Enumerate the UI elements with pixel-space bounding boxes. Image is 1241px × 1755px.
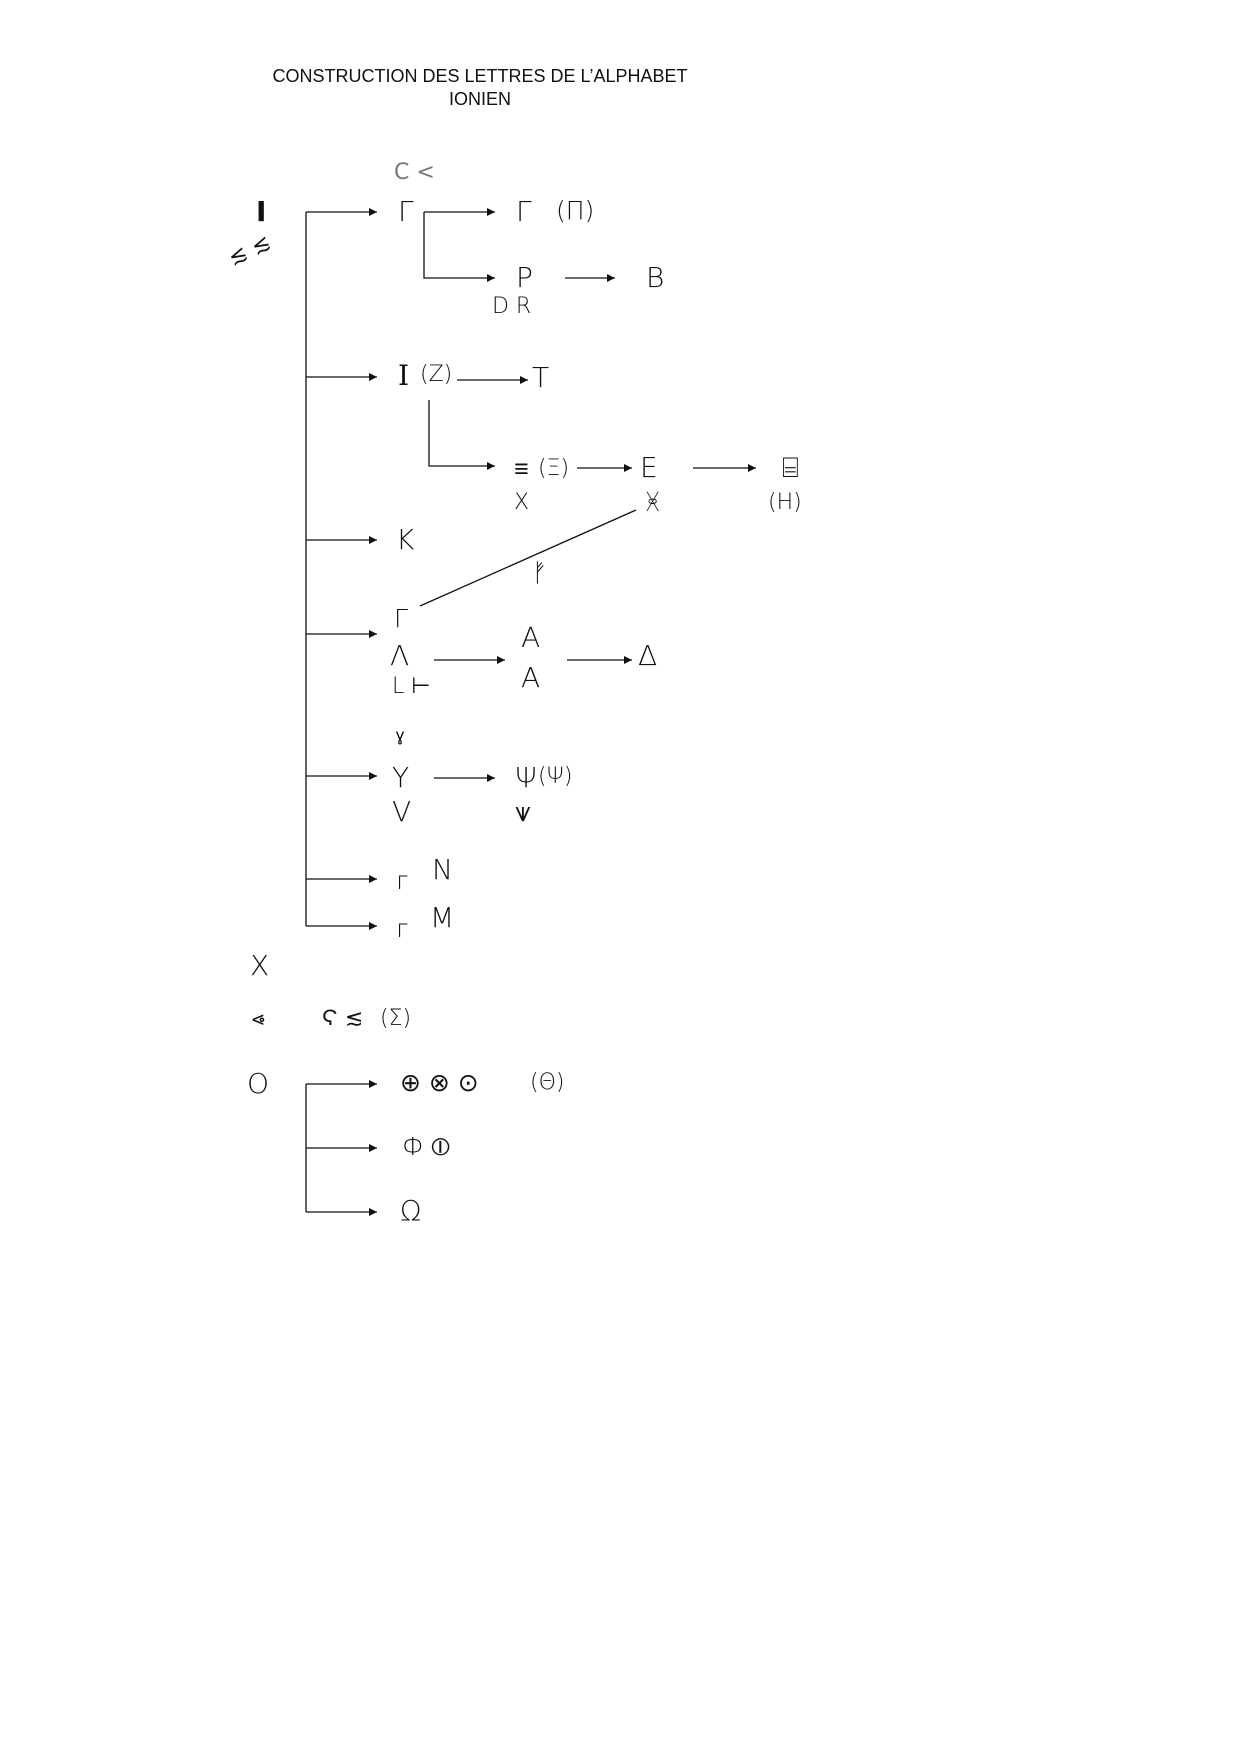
page-title-line-1: CONSTRUCTION DES LETTRES DE L’ALPHABET [272, 66, 688, 86]
glyph-h-paren: (H) [768, 490, 802, 515]
glyph-alpha-arch: Ɐ [521, 620, 541, 653]
glyph-x-small: X [514, 490, 530, 515]
glyph-xi-paren: (Ξ) [538, 456, 570, 481]
glyph-digamma: ᚠ [532, 558, 548, 587]
glyph-gamma-2: Γ [516, 195, 532, 228]
glyph-delta: Δ [638, 639, 658, 672]
i-to-xi-arrow [429, 400, 495, 466]
glyph-upsilon-variant: ˠ [396, 724, 405, 753]
glyph-theta-paren: (Θ) [530, 1070, 565, 1095]
glyph-d-r: D R [492, 294, 532, 319]
glyph-psi-variant: Ψ [515, 761, 538, 794]
page-title-line-2: IONIEN [448, 89, 511, 109]
glyph-omicron: O [247, 1067, 270, 1100]
glyph-psi-paren: (Ψ) [538, 764, 573, 789]
digamma-diagonal-line [420, 510, 636, 606]
glyph-n: N [432, 853, 453, 886]
glyph-phi-variants: Ф ⦶ [402, 1132, 450, 1161]
glyph-pi-paren: (Π) [556, 196, 595, 225]
glyph-y: Y [392, 761, 410, 794]
glyph-c-lt: С < [394, 160, 435, 185]
glyph-chi: X [250, 949, 270, 982]
glyph-z-paren: (Z) [420, 362, 453, 387]
glyph-b: B [646, 261, 665, 294]
glyph-e-variant: ᚸ [646, 490, 660, 515]
glyph-v: V [392, 795, 412, 828]
glyph-sigma-archaic: ⩹ [252, 1006, 265, 1031]
glyph-t: T [532, 361, 550, 394]
glyph-k: K [396, 523, 415, 556]
glyph-e: E [640, 451, 658, 484]
glyph-xi-bar: ≡ [514, 454, 529, 483]
glyph-p: P [516, 261, 533, 294]
glyph-gamma-small: Γ [394, 604, 408, 633]
glyph-nu-arch: г [396, 866, 409, 895]
gamma-to-p-arrow [424, 212, 495, 278]
glyph-m: M [430, 901, 455, 934]
glyph-l-variants: L ⊢ [392, 674, 431, 699]
glyph-alpha: A [521, 661, 541, 694]
glyph-sigma-variants: Ϛ ≲ [322, 1006, 364, 1031]
glyph-theta-variants: ⊕ ⊗ ⊙ [400, 1068, 479, 1097]
glyph-mu-arch: г [396, 914, 409, 943]
glyph-omega: Ω [400, 1194, 422, 1227]
glyph-i-serif: I [398, 359, 410, 392]
glyph-lambda: Λ [390, 639, 410, 672]
glyph-sigma-paren: (Σ) [380, 1006, 412, 1031]
glyph-zigzag: ≲ ≲ [224, 229, 275, 272]
glyph-gamma-1: Γ [398, 195, 414, 228]
glyph-iota: I [256, 195, 267, 228]
glyph-heta: ⌸ [782, 451, 799, 484]
glyph-psi-down: ⩛ [515, 795, 531, 828]
